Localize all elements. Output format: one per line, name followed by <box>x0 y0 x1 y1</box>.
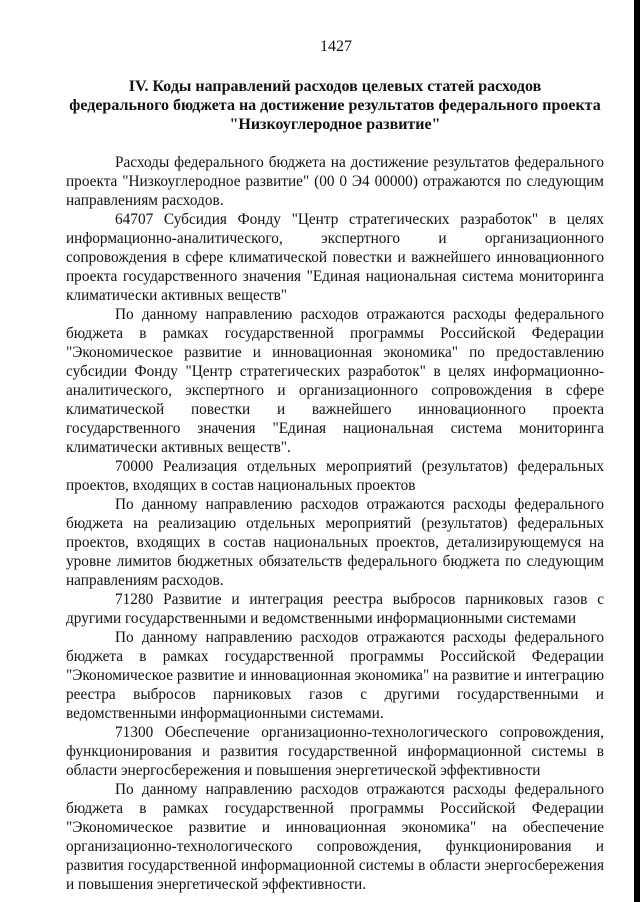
section-title-line-3: "Низкоуглеродное развитие" <box>229 116 441 133</box>
paragraph-70000-description: По данному направлению расходов отражаются расходы федерального бюджета на реализацию отдельных мероприятий (результатов) федеральных проектов, входящих в состав национальных проектов, детализирующемуся на уровне лимитов бюджетных обязательств федерального бюджета по следующим направлениям расходов. <box>66 496 604 589</box>
paragraph-code-70000: 70000 Реализация отдельных мероприятий (результатов) федеральных проектов, входящих в состав национальных проектов <box>66 458 604 494</box>
paragraph-71280-description: По данному направлению расходов отражаются расходы федерального бюджета в рамках государственной программы Российской Федерации "Экономическое развитие и инновационная экономика" на развитие и интеграцию реестра выбросов парниковых газов с другими государственными и ведомственными информационными системами. <box>66 629 604 722</box>
paragraph-intro: Расходы федерального бюджета на достижение результатов федерального проекта "Низкоуглеродное развитие" (00 0 Э4 00000) отражаются по следующим направлениям расходов. <box>66 154 604 209</box>
section-title <box>66 77 604 134</box>
scan-edge-bar <box>634 0 640 902</box>
document-body <box>66 153 604 894</box>
paragraph-64707-description: По данному направлению расходов отражаются расходы федерального бюджета в рамках государственной программы Российской Федерации "Экономическое развитие и инновационная экономика" по предоставлению субсидии Фонду "Центр стратегических разработок" в целях информационно-аналитического, экспертного и организационного сопровождения в сфере климатической повестки и важнейшего инновационного проекта государственного значения "Единая национальная система мониторинга климатически активных веществ". <box>66 306 604 456</box>
paragraph-code-71280: 71280 Развитие и интеграция реестра выбросов парниковых газов с другими государственными и ведомственными информационными системами <box>66 591 604 627</box>
section-title-line-2: федерального бюджета на достижение результатов федерального проекта <box>69 97 601 114</box>
section-title-line-1: IV. Коды направлений расходов целевых статей расходов <box>128 78 542 95</box>
paragraph-71300-description: По данному направлению расходов отражаются расходы федерального бюджета в рамках государственной программы Российской Федерации "Экономическое развитие и инновационная экономика" на обеспечение организационно-технологического сопровождения, функционирования и развития государственной информационной системы в области энергосбережения и повышения энергетической эффективности. <box>66 781 604 893</box>
paragraph-code-71300: 71300 Обеспечение организационно-технологического сопровождения, функционирования и развития государственной информационной системы в области энергосбережения и повышения энергетической эффективности <box>66 724 604 779</box>
paragraph-code-64707: 64707 Субсидия Фонду "Центр стратегических разработок" в целях информационно-аналитического, экспертного и организационного сопровождения в сфере климатической повестки и важнейшего инновационного проекта государственного значения "Единая национальная система мониторинга климатически активных веществ" <box>66 211 604 304</box>
page-number: 1427 <box>320 38 352 55</box>
